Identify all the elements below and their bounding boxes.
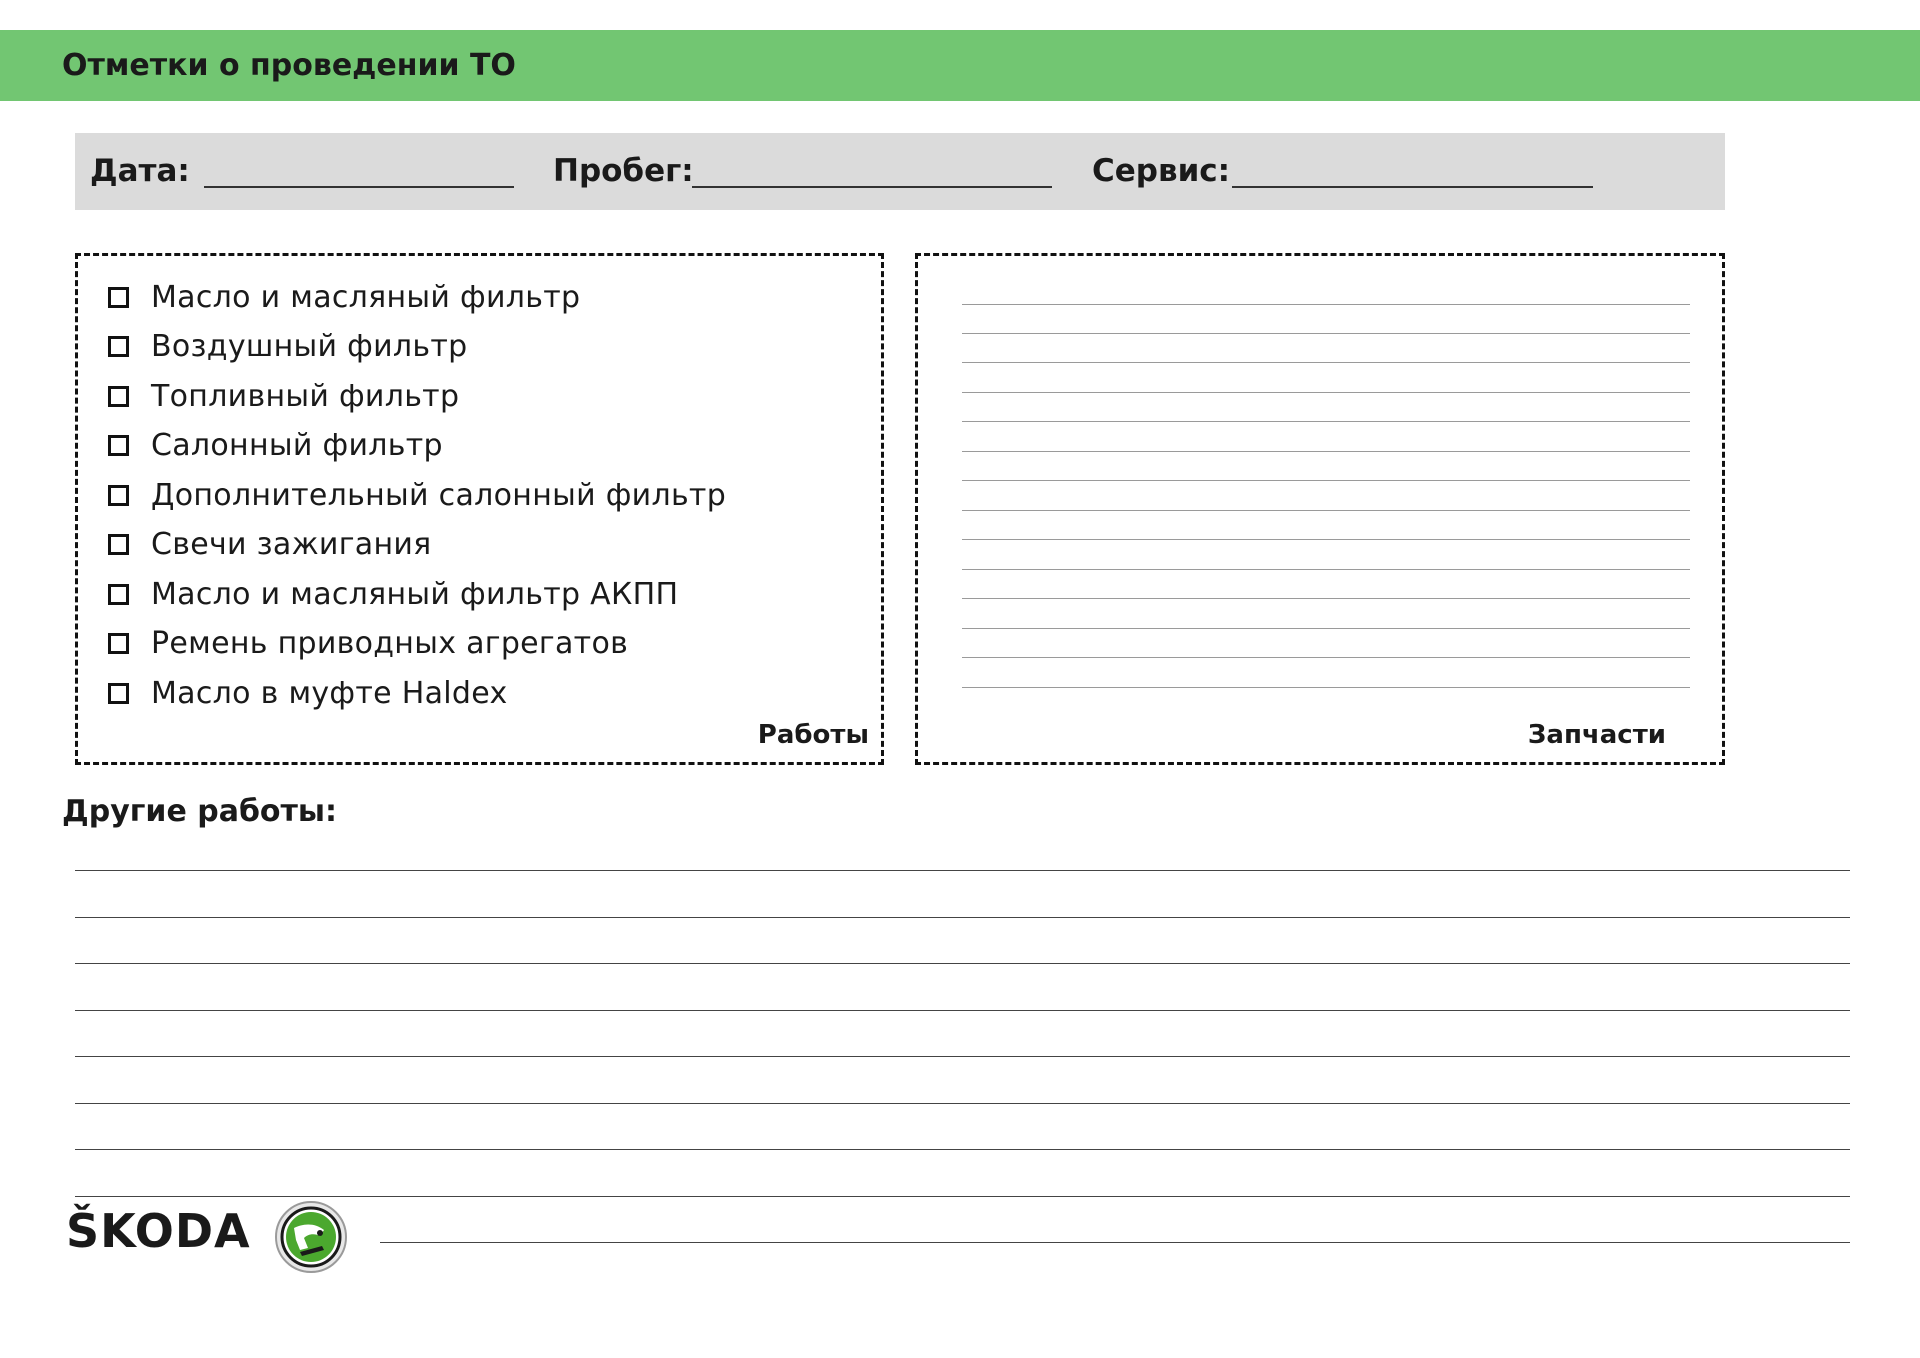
check-item[interactable] [108,326,468,366]
checkbox[interactable] [108,584,129,605]
parts-line[interactable] [962,598,1690,599]
other-works-line[interactable] [75,870,1850,871]
checkbox[interactable] [108,683,129,704]
header-banner [0,30,1920,101]
mileage-field[interactable] [692,186,1052,188]
parts-caption: Запчасти [1527,720,1666,750]
other-works-line[interactable] [75,1010,1850,1011]
other-works-line[interactable] [75,917,1850,918]
check-item[interactable] [108,475,726,515]
parts-line[interactable] [962,628,1690,629]
parts-line[interactable] [962,362,1690,363]
other-works-line[interactable] [75,1056,1850,1057]
check-item[interactable] [108,425,443,465]
page-title: Отметки о проведении ТО [62,48,516,83]
skoda-emblem-icon [274,1200,348,1274]
parts-line[interactable] [962,510,1690,511]
check-item-label: Масло в муфте Haldex [151,675,508,711]
check-item[interactable] [108,623,628,663]
parts-line[interactable] [962,657,1690,658]
service-label: Сервис: [1092,153,1231,189]
service-field[interactable] [1232,186,1593,188]
other-works-line[interactable] [75,1103,1850,1104]
checkbox[interactable] [108,435,129,456]
checkbox[interactable] [108,485,129,506]
signature-line[interactable] [380,1242,1850,1243]
other-works-line[interactable] [75,1196,1850,1197]
checkbox[interactable] [108,287,129,308]
check-item[interactable] [108,524,432,564]
parts-line[interactable] [962,569,1690,570]
check-item-label: Свечи зажигания [151,526,432,562]
date-field[interactable] [204,186,514,188]
parts-line[interactable] [962,687,1690,688]
other-works-line[interactable] [75,963,1850,964]
parts-line[interactable] [962,304,1690,305]
checkbox[interactable] [108,336,129,357]
check-item-label: Масло и масляный фильтр [151,279,581,315]
parts-line[interactable] [962,480,1690,481]
check-item-label: Ремень приводных агрегатов [151,625,629,661]
checkbox[interactable] [108,633,129,654]
works-box [75,253,884,765]
parts-box [915,253,1725,765]
other-works-line[interactable] [75,1149,1850,1150]
checkbox[interactable] [108,386,129,407]
parts-line[interactable] [962,539,1690,540]
check-item-label: Салонный фильтр [151,427,443,463]
fields-bar [75,133,1725,210]
check-item[interactable] [108,376,459,416]
works-caption: Работы [757,720,869,750]
other-works-title: Другие работы: [62,794,338,829]
checkbox[interactable] [108,534,129,555]
check-item[interactable] [108,673,508,713]
date-label: Дата: [90,153,190,189]
check-item[interactable] [108,277,580,317]
parts-line[interactable] [962,392,1690,393]
check-item-label: Воздушный фильтр [151,328,468,364]
check-item-label: Дополнительный салонный фильтр [151,477,727,513]
parts-line[interactable] [962,421,1690,422]
parts-line[interactable] [962,451,1690,452]
check-item[interactable] [108,574,678,614]
mileage-label: Пробег: [553,153,694,189]
check-item-label: Масло и масляный фильтр АКПП [151,576,679,612]
parts-line[interactable] [962,333,1690,334]
check-item-label: Топливный фильтр [151,378,460,414]
skoda-wordmark: ŠKODA [66,1204,251,1258]
